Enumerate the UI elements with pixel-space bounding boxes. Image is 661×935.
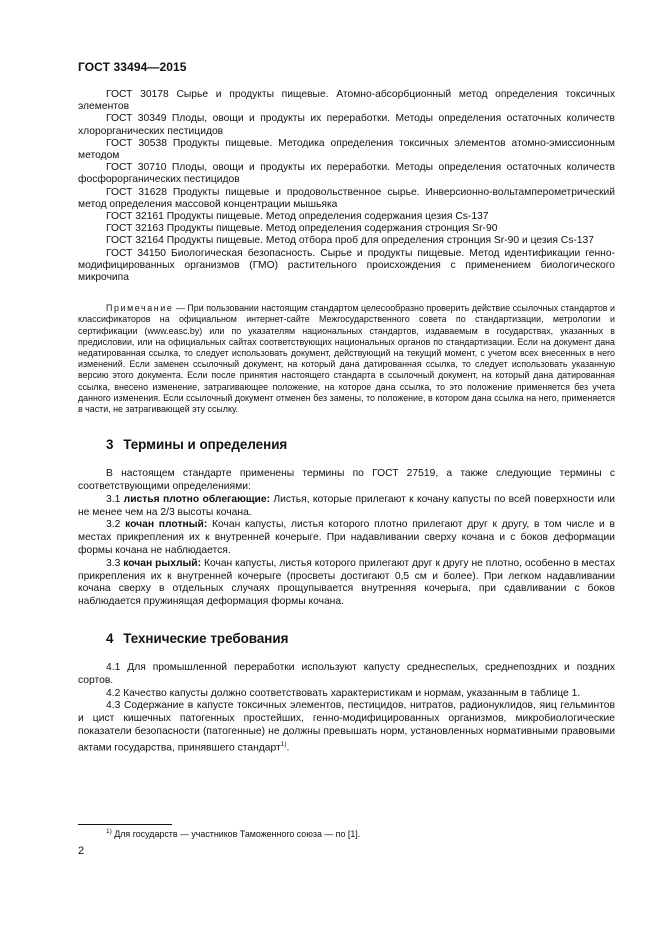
footnote (78, 828, 615, 839)
reference-entry: ГОСТ 30538 Продукты пищевые. Методика определения токсичных элементов атомно-эмиссионным методом (78, 137, 615, 162)
reference-entry: ГОСТ 32163 Продукты пищевые. Метод определения содержания стронция Sr-90 (106, 223, 498, 235)
note-label: Примечание (106, 303, 174, 314)
term-definition: 3.1 листья плотно облегающие: Листья, которые прилегают к кочану капусты по всей поверхности или не менее чем на 2/3 высоты кочана. (78, 493, 615, 518)
footnote-ref: 1) (280, 740, 287, 748)
reference-entry: ГОСТ 31628 Продукты пищевые и продовольственное сырье. Инверсионно-вольтамперометрический метод определения массовой концентрации мышьяка (78, 186, 615, 210)
reference-entry: ГОСТ 32164 Продукты пищевые. Метод отбора проб для определения стронция Sr-90 и цезия Cs-137 (106, 235, 594, 247)
section-4-heading (106, 631, 615, 646)
reference-entry: ГОСТ 30349 Плоды, овощи и продукты их переработки. Методы определения остаточных количеств хлорорганических пестицидов (78, 113, 615, 137)
page-number: 2 (78, 845, 85, 857)
page-content (78, 89, 615, 755)
section-4-title: Технические требования (123, 631, 289, 647)
reference-entry: ГОСТ 30178 Сырье и продукты пищевые. Атомно-абсорбционный метод определения токсичных элементов (78, 89, 615, 113)
section-3-intro: В настоящем стандарте применены термины по ГОСТ 27519, а также следующие термины с соответствующими определениями: (78, 468, 615, 493)
reference-entry: ГОСТ 34150 Биологическая безопасность. Сырье и продукты пищевые. Метод идентификации генно-модифицированных организмов (ГМО) растительного происхождения с применением биологического микрочипа (78, 247, 615, 284)
footnote-marker: 1) (106, 828, 112, 835)
document-header: ГОСТ 33494—2015 (78, 60, 187, 74)
term-definition: 3.3 кочан рыхлый: Кочан капусты, листья которого прилегают друг к другу не плотно, особенно в местах прикрепления их к внутренней кочерыге (просветы достигают 0,5 см и более). При легком надавливании кочана сверху в отдельных случаях прощупывается внутренняя кочерыга, при сдавливании с боков наблюдается пружинящая деформация формы кочана. (78, 557, 615, 608)
section-4-paragraph: 4.1 Для промышленной переработки используют капусту среднеспелых, среднепоздних и поздних сортов. (78, 662, 615, 686)
section-4-paragraph: 4.3 Содержание в капусте токсичных элементов, пестицидов, нитратов, радионуклидов, яиц гельминтов и цист кишечных патогенных простейших, генно-модифицированных организмов, микробиологические показатели безопасности (патогенные) не должны превышать норм, установленных нормативными правовыми актами государства, принявшего стандарт$^{1)}$. (78, 700, 615, 754)
footnote-text: Для государств — участников Таможенного союза — по [1]. (111, 828, 361, 839)
note-dash: — (173, 303, 188, 314)
section-3-number: 3 (106, 437, 114, 453)
term-name: листья плотно облегающие: (123, 493, 271, 505)
term-definition: 3.2 кочан плотный: Кочан капусты, листья которого плотно прилегают друг к другу, в том числе и в местах прикрепления их к внутренней кочерыге. При надавливании сверху кочана и с боков деформации формы кочана не наблюдается. (78, 519, 615, 557)
section-4-number: 4 (106, 631, 114, 647)
reference-entry: ГОСТ 30710 Плоды, овощи и продукты их переработки. Методы определения остаточных количеств фосфорорганических пестицидов (78, 162, 615, 186)
reference-entry: ГОСТ 32161 Продукты пищевые. Метод определения содержания цезия Cs-137 (106, 211, 489, 223)
term-name: кочан рыхлый: (123, 557, 202, 569)
note-text: При пользовании настоящим стандартом целесообразно проверить действие ссылочных стандартов и классификаторов на официальном интернет-сайте Межгосударственного совета по стандартизации, метрологии и сертификации (www.easc.by) или по указателям национальных стандартов, издаваемым в государствах, указанных в предисловии, или на официальных сайтах соответствующих национальных органов по стандартизации. Если на документ дана недатированная ссылка, то следует использовать документ, действующий на текущий момент, с учетом всех внесенных в него изменений. Если заменен ссылочный документ, на который дана датированная ссылка, то следует использовать указанную версию этого документа. Если после принятия настоящего стандарта в ссылочный документ, на который дана датированная ссылка, внесено изменение, затрагивающее положение, на которое дана ссылка, то это положение применяется без учета данного изменения. Если ссылочный документ отменен без замены, то положение, в котором дана ссылка на него, применяется в части, не затрагивающей эту ссылку. (78, 303, 615, 415)
term-name: кочан плотный: (125, 519, 208, 531)
footnote-separator (78, 824, 172, 825)
section-3-title: Термины и определения (123, 437, 288, 453)
section-4-paragraph: 4.2 Качество капусты должно соответствовать характеристикам и нормам, указанным в таблице 1. (106, 687, 581, 699)
note-paragraph (78, 303, 615, 415)
section-3-heading (106, 437, 615, 452)
